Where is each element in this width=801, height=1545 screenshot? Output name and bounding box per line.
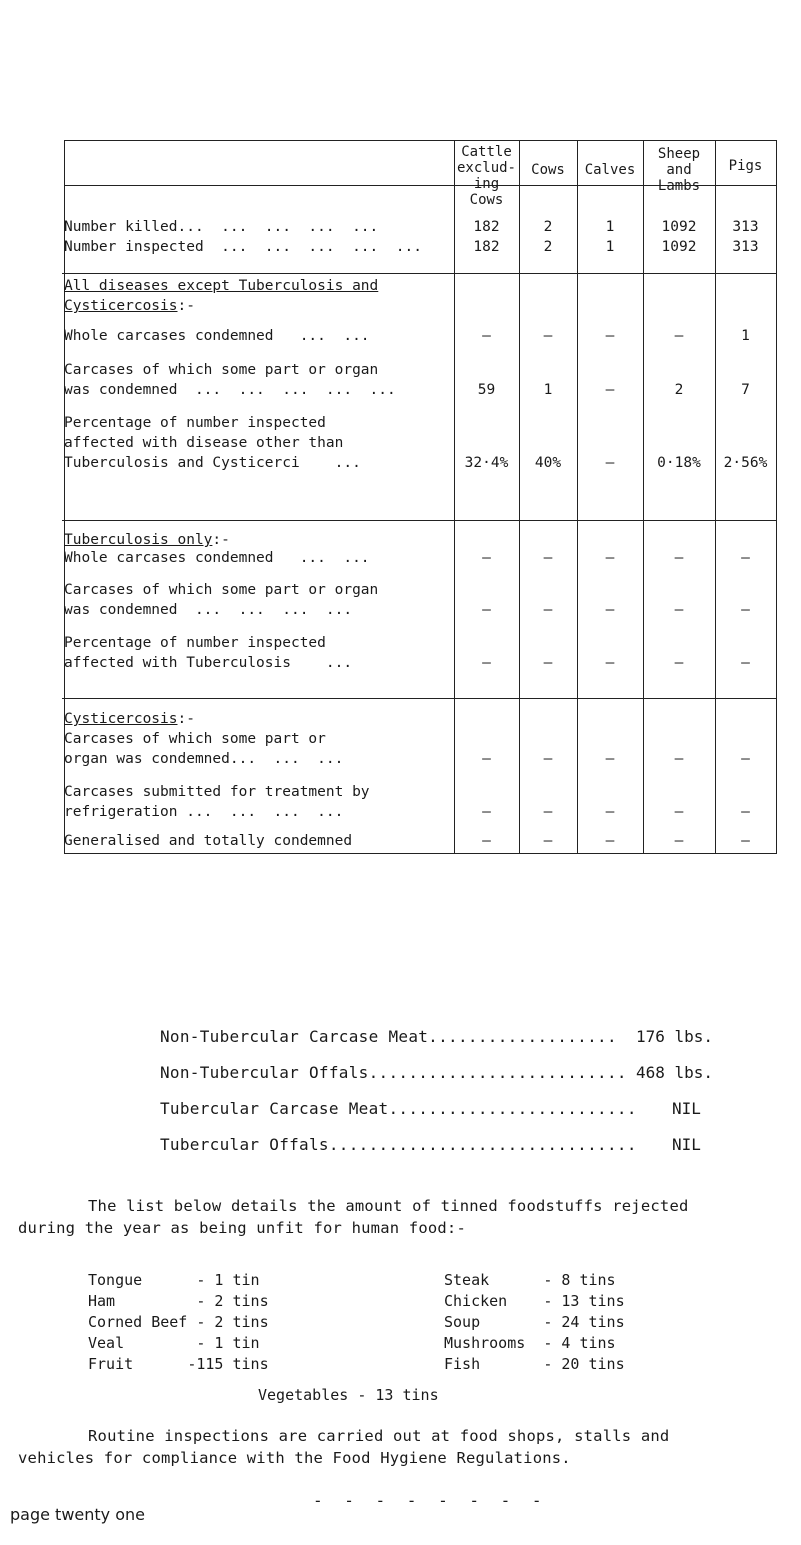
cell-killed-cows: 2	[543, 219, 553, 235]
cell-tb-whole-calves: –	[605, 550, 615, 566]
cyst-part-organ-label-1: Carcases of which some part or	[64, 731, 326, 747]
cell-tb-whole-cows: –	[543, 550, 553, 566]
cell-all-part-cows: 1	[543, 382, 553, 398]
tb-whole-carcases-label: Whole carcases condemned ... ...	[64, 550, 370, 566]
tin-right-2: Chicken - 13 tins	[444, 1292, 625, 1310]
cell-cyst-general-cows: –	[543, 833, 553, 849]
tb-part-organ-label-2: was condemned ... ... ... ...	[64, 602, 353, 618]
cell-cyst-general-pigs: –	[741, 833, 750, 849]
all-percentage-label-2: affected with disease other than	[64, 435, 344, 451]
all-part-organ-label-2: was condemned ... ... ... ... ...	[64, 382, 396, 398]
section-tb-rule	[62, 698, 777, 699]
tin-left-3: Corned Beef - 2 tins	[88, 1313, 269, 1331]
cell-inspected-sheep: 1092	[661, 239, 697, 255]
all-percentage-label-3: Tuberculosis and Cysticerci ...	[64, 455, 361, 471]
cell-inspected-cows: 2	[543, 239, 553, 255]
inspection-table	[60, 140, 777, 853]
table-top-rule	[64, 140, 777, 141]
cell-all-pct-calves: –	[605, 455, 615, 471]
cell-cyst-general-calves: –	[605, 833, 615, 849]
tin-left-4: Veal - 1 tin	[88, 1334, 260, 1352]
tin-right-4: Mushrooms - 4 tins	[444, 1334, 616, 1352]
cell-killed-pigs: 313	[732, 219, 759, 235]
cell-cyst-general-cattle: –	[482, 833, 491, 849]
cell-all-whole-sheep: –	[674, 328, 684, 344]
tb-percentage-label-2: affected with Tuberculosis ...	[64, 655, 353, 671]
cyst-refrigeration-label-2: refrigeration ... ... ... ...	[64, 804, 344, 820]
cell-killed-cattle: 182	[473, 219, 500, 235]
cell-tb-part-pigs: –	[741, 602, 750, 618]
counts-rule	[62, 273, 777, 274]
cell-cyst-refrig-cows: –	[543, 804, 553, 820]
header-calves: Calves	[584, 162, 636, 178]
cell-all-whole-pigs: 1	[741, 328, 750, 344]
cell-all-part-sheep: 2	[674, 382, 684, 398]
summary-value-4: NIL	[672, 1135, 701, 1154]
summary-label-2: Non-Tubercular Offals..........................	[160, 1063, 627, 1082]
cell-cyst-part-cows: –	[543, 751, 553, 767]
cell-cyst-refrig-sheep: –	[674, 804, 684, 820]
cell-tb-whole-sheep: –	[674, 550, 684, 566]
summary-label-4: Tubercular Offals...............................	[160, 1135, 637, 1154]
cell-tb-pct-pigs: –	[741, 655, 750, 671]
cell-tb-part-cattle: –	[482, 602, 491, 618]
cell-all-whole-cattle: –	[482, 328, 491, 344]
cell-tb-pct-sheep: –	[674, 655, 684, 671]
header-sheep: Sheep and Lambs	[657, 146, 701, 194]
cell-inspected-cattle: 182	[473, 239, 500, 255]
cell-tb-part-calves: –	[605, 602, 615, 618]
section-all-heading: All diseases except Tuberculosis and	[64, 278, 379, 294]
intro-line-2: during the year as being unfit for human food:-	[18, 1219, 466, 1237]
cell-killed-sheep: 1092	[661, 219, 697, 235]
cell-cyst-refrig-pigs: –	[741, 804, 750, 820]
section-all-subheading: Cysticercosis:-	[64, 298, 195, 314]
cyst-refrigeration-label-1: Carcases submitted for treatment by	[64, 784, 370, 800]
section-cyst-heading: Cysticercosis:-	[64, 711, 195, 727]
tin-left-5: Fruit -115 tins	[88, 1355, 269, 1373]
tin-right-3: Soup - 24 tins	[444, 1313, 625, 1331]
routine-line-2: vehicles for compliance with the Food Hygiene Regulations.	[18, 1449, 571, 1467]
all-part-organ-label-1: Carcases of which some part or organ	[64, 362, 379, 378]
cell-cyst-refrig-calves: –	[605, 804, 615, 820]
cell-tb-pct-calves: –	[605, 655, 615, 671]
cell-tb-pct-cows: –	[543, 655, 553, 671]
summary-label-1: Non-Tubercular Carcase Meat...................	[160, 1027, 617, 1046]
cell-tb-pct-cattle: –	[482, 655, 491, 671]
cell-all-part-cattle: 59	[477, 382, 496, 398]
summary-value-3: NIL	[672, 1099, 701, 1118]
separator-dashes: - - - - - - - -	[313, 1491, 548, 1510]
cell-all-part-pigs: 7	[741, 382, 750, 398]
cell-all-whole-cows: –	[543, 328, 553, 344]
cell-cyst-refrig-cattle: –	[482, 804, 491, 820]
cell-cyst-part-pigs: –	[741, 751, 750, 767]
intro-line-1: The list below details the amount of tinned foodstuffs rejected	[88, 1197, 689, 1215]
cell-tb-whole-cattle: –	[482, 550, 491, 566]
section-all-rule	[62, 520, 777, 521]
cyst-part-organ-label-2: organ was condemned... ... ...	[64, 751, 344, 767]
cell-cyst-general-sheep: –	[674, 833, 684, 849]
number-killed-label: Number killed... ... ... ... ...	[64, 219, 379, 235]
tb-percentage-label-1: Percentage of number inspected	[64, 635, 326, 651]
cyst-generalised-label: Generalised and totally condemned	[64, 833, 353, 849]
cell-cyst-part-cattle: –	[482, 751, 491, 767]
section-tb-heading: Tuberculosis only:-	[64, 532, 230, 548]
all-whole-carcases-label: Whole carcases condemned ... ...	[64, 328, 370, 344]
cell-all-pct-sheep: 0·18%	[657, 455, 701, 471]
cell-killed-calves: 1	[605, 219, 615, 235]
table-right-rule	[776, 140, 777, 854]
tb-part-organ-label-1: Carcases of which some part or organ	[64, 582, 379, 598]
tin-vegetables: Vegetables - 13 tins	[258, 1386, 439, 1404]
summary-value-1: 176 lbs.	[636, 1027, 714, 1046]
cell-all-part-calves: –	[605, 382, 615, 398]
header-pigs: Pigs	[728, 158, 763, 174]
tin-left-1: Tongue - 1 tin	[88, 1271, 260, 1289]
header-cattle: Cattle exclud- ing Cows	[456, 144, 516, 208]
routine-line-1: Routine inspections are carried out at food shops, stalls and	[88, 1427, 670, 1445]
number-inspected-label: Number inspected ... ... ... ... ...	[64, 239, 422, 255]
cell-all-pct-cattle: 32·4%	[464, 455, 509, 471]
cell-all-pct-cows: 40%	[534, 455, 562, 471]
header-cows: Cows	[531, 162, 565, 178]
cell-tb-part-cows: –	[543, 602, 553, 618]
tin-left-2: Ham - 2 tins	[88, 1292, 269, 1310]
cell-cyst-part-sheep: –	[674, 751, 684, 767]
cell-cyst-part-calves: –	[605, 751, 615, 767]
cell-tb-whole-pigs: –	[741, 550, 750, 566]
all-percentage-label-1: Percentage of number inspected	[64, 415, 326, 431]
cell-inspected-pigs: 313	[732, 239, 759, 255]
cell-all-pct-pigs: 2·56%	[723, 455, 768, 471]
table-bottom-rule	[64, 853, 777, 854]
cell-all-whole-calves: –	[605, 328, 615, 344]
tin-right-5: Fish - 20 tins	[444, 1355, 625, 1373]
cell-tb-part-sheep: –	[674, 602, 684, 618]
cell-inspected-calves: 1	[605, 239, 615, 255]
page-footer: page twenty one	[10, 1505, 145, 1524]
summary-label-3: Tubercular Carcase Meat.........................	[160, 1099, 637, 1118]
tin-right-1: Steak - 8 tins	[444, 1271, 616, 1289]
summary-value-2: 468 lbs.	[636, 1063, 714, 1082]
